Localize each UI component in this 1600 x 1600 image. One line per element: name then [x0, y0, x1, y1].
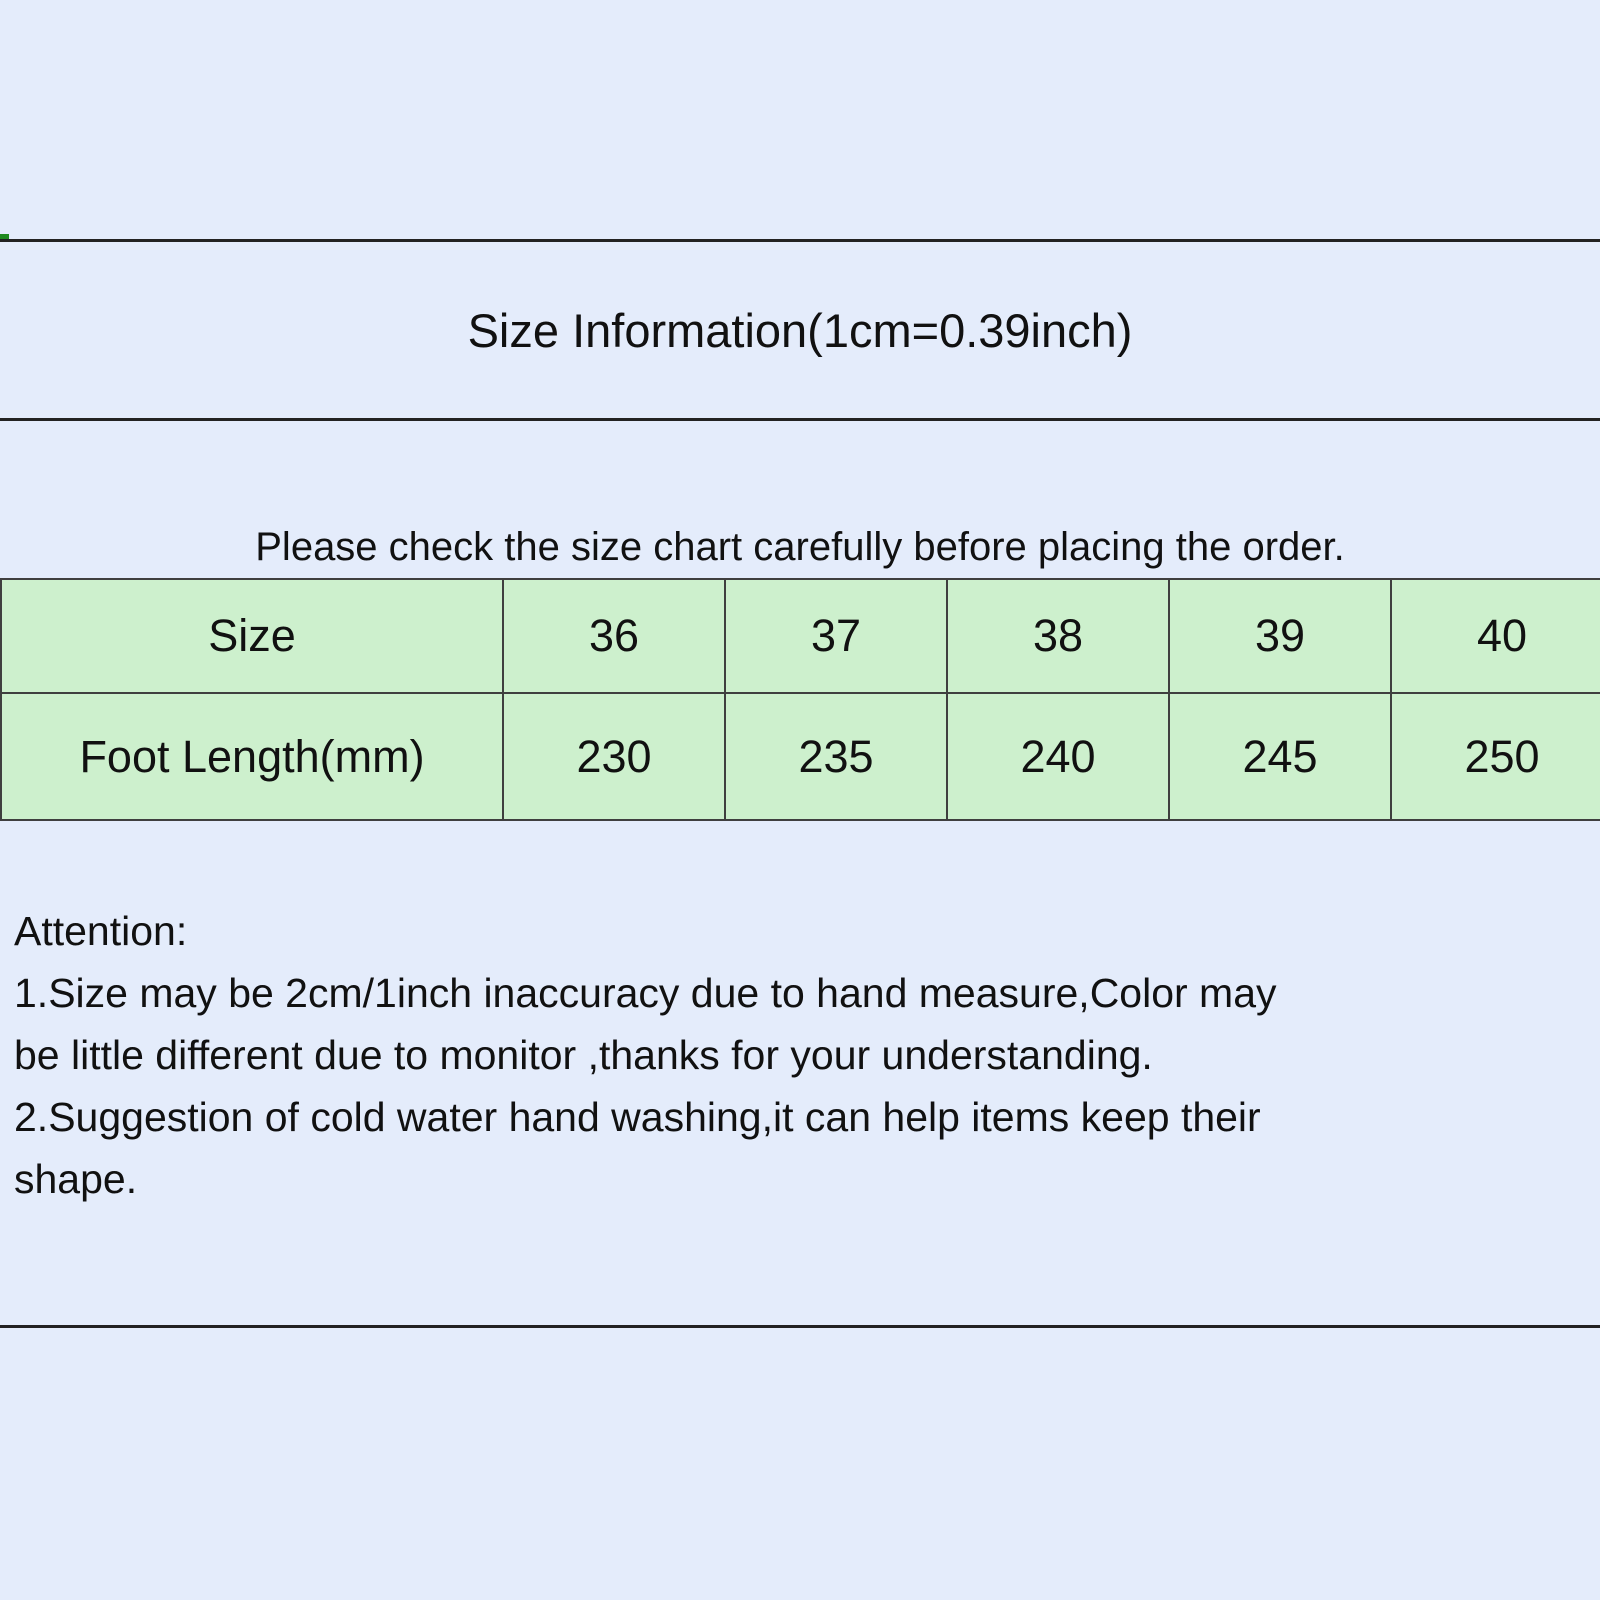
- table-row: [1, 579, 1600, 693]
- cell-size-39: 39: [1169, 579, 1391, 693]
- cell-size-36: 36: [503, 579, 725, 693]
- table-row: [1, 693, 1600, 820]
- row-label-size: Size: [1, 579, 503, 693]
- cell-size-37: 37: [725, 579, 947, 693]
- attention-line-3: 2.Suggestion of cold water hand washing,it can help items keep their: [14, 1094, 1261, 1140]
- attention-line-1: 1.Size may be 2cm/1inch inaccuracy due to hand measure,Color may: [14, 970, 1277, 1016]
- top-blank-band: [0, 0, 1600, 241]
- attention-block: [14, 900, 1584, 1210]
- subtitle-text: Please check the size chart carefully before placing the order.: [255, 525, 1345, 569]
- size-chart-table: [0, 578, 1600, 821]
- subtitle-band: [0, 421, 1600, 576]
- cell-foot-length-40: 250: [1391, 693, 1600, 820]
- cell-foot-length-37: 235: [725, 693, 947, 820]
- cell-size-40: 40: [1391, 579, 1600, 693]
- attention-line-4: shape.: [14, 1156, 138, 1202]
- cell-size-38: 38: [947, 579, 1169, 693]
- attention-heading: Attention:: [14, 908, 188, 954]
- cell-foot-length-36: 230: [503, 693, 725, 820]
- bottom-blank-band: [0, 1328, 1600, 1600]
- page-title: Size Information(1cm=0.39inch): [467, 303, 1133, 357]
- attention-line-2: be little different due to monitor ,thanks for your understanding.: [14, 1032, 1153, 1078]
- cell-foot-length-39: 245: [1169, 693, 1391, 820]
- title-band: [0, 242, 1600, 418]
- cell-foot-length-38: 240: [947, 693, 1169, 820]
- row-label-foot-length: Foot Length(mm): [1, 693, 503, 820]
